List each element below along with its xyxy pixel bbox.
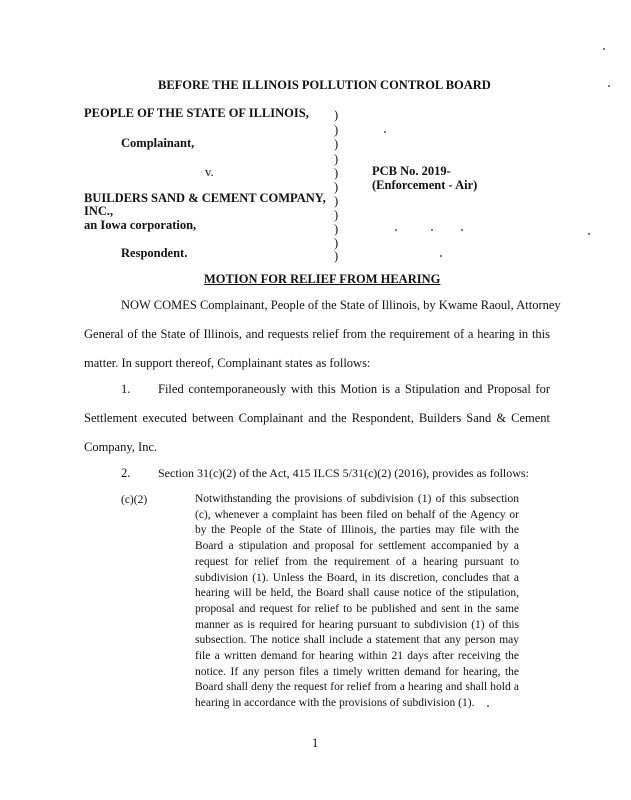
intro-line-2: General of the State of Illinois, and requests relief from the requirement of a hearing in this <box>84 327 550 341</box>
defendant-role: Respondent. <box>121 246 188 260</box>
scan-speck <box>461 229 463 231</box>
caption-paren: ) <box>334 180 339 194</box>
caption-paren: ) <box>334 152 339 166</box>
caption-paren: ) <box>334 108 339 122</box>
scan-speck <box>440 255 442 257</box>
defendant-description: an Iowa corporation, <box>84 218 197 232</box>
scan-speck <box>384 131 386 133</box>
caption-paren: ) <box>334 236 339 250</box>
intro-line-3: matter. In support thereof, Complainant states as follows: <box>84 356 371 370</box>
paragraph-2-number: 2. <box>121 466 131 480</box>
caption-paren: ) <box>334 166 339 180</box>
paragraph-1-line-3: Company, Inc. <box>84 440 158 454</box>
caption-paren: ) <box>334 222 339 236</box>
scan-speck <box>588 233 590 235</box>
defendant-name-line2: INC., <box>84 204 114 218</box>
statute-quote: Notwithstanding the provisions of subdivision (1) of this subsection (c), whenever a complaint has been filed on behalf of the Agency or by the People of the State of Illinois, the parties may file with the Board a stipulation and proposal for settlement accompanied by a request for relief from the requirement of a hearing pursuant to subdivision (1). Unless the Board, in its discretion, concludes that a hearing will be held, the Board shall cause notice of the stipulation, proposal and request for relief to be published and sent in the same manner as is required for hearing pursuant to subdivision (1) of this subsection. The notice shall include a statement that any person may file a written demand for hearing within 21 days after receiving the notice. If any person files a timely written demand for hearing, the Board shall deny the request for relief from a hearing and shall hold a hearing in accordance with the provisions of subdivision (1). <box>195 493 519 710</box>
caption-paren: ) <box>334 249 339 263</box>
paragraph-1-number: 1. <box>121 382 131 396</box>
plaintiff-name: PEOPLE OF THE STATE OF ILLINOIS, <box>84 106 309 120</box>
page-number: 1 <box>312 736 319 750</box>
caption-paren: ) <box>334 123 339 137</box>
case-type: (Enforcement - Air) <box>372 178 478 192</box>
board-title: BEFORE THE ILLINOIS POLLUTION CONTROL BOARD <box>158 78 491 92</box>
scan-speck <box>603 48 605 50</box>
scan-speck <box>608 85 610 87</box>
case-number: PCB No. 2019- <box>372 164 451 178</box>
paragraph-1-line-1: Filed contemporaneously with this Motion is a Stipulation and Proposal for <box>158 382 550 396</box>
scan-speck <box>395 229 397 231</box>
scan-speck <box>487 705 489 707</box>
caption-paren: ) <box>334 208 339 222</box>
versus-label: v. <box>205 165 214 179</box>
paragraph-2-line-1: Section 31(c)(2) of the Act, 415 ILCS 5/31(c)(2) (2016), provides as follows: <box>158 466 529 480</box>
scan-speck <box>431 229 433 231</box>
caption-paren: ) <box>334 137 339 151</box>
motion-title: MOTION FOR RELIEF FROM HEARING <box>204 272 441 286</box>
caption-paren: ) <box>334 194 339 208</box>
intro-line-1: NOW COMES Complainant, People of the State of Illinois, by Kwame Raoul, Attorney <box>121 298 561 312</box>
plaintiff-role: Complainant, <box>121 136 195 150</box>
quote-label: (c)(2) <box>121 494 148 506</box>
paragraph-1-line-2: Settlement executed between Complainant and the Respondent, Builders Sand & Cement <box>84 411 550 425</box>
defendant-name-line1: BUILDERS SAND & CEMENT COMPANY, <box>84 191 326 205</box>
